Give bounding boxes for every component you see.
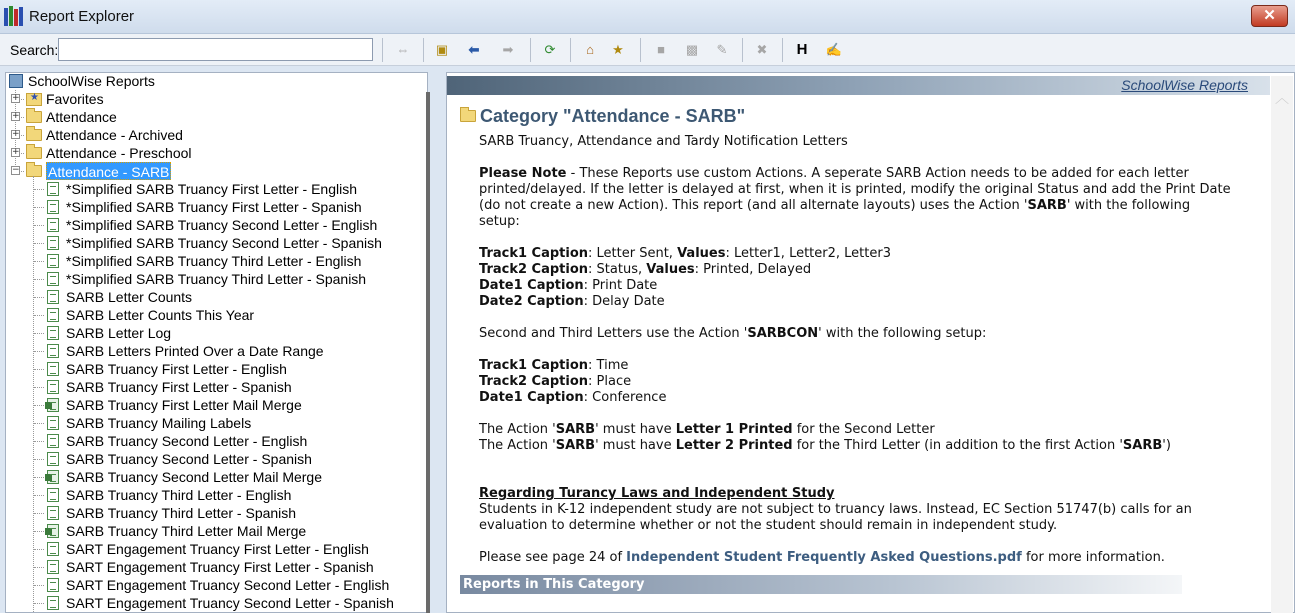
- report-document-icon: [47, 434, 59, 448]
- folder-icon: [26, 147, 42, 159]
- window-title: Report Explorer: [29, 8, 135, 25]
- tree-folder-attendance[interactable]: Attendance: [46, 109, 117, 125]
- tree-report-item[interactable]: SARB Truancy First Letter Mail Merge: [66, 397, 302, 413]
- forward-arrow-icon[interactable]: ➡: [502, 42, 514, 57]
- toolbar-separator: [423, 38, 424, 62]
- back-arrow-icon[interactable]: ⬅: [468, 42, 480, 57]
- report-document-icon: [47, 308, 59, 322]
- tree-guide-line: [34, 351, 44, 352]
- report-document-icon: [47, 416, 59, 430]
- tree-report-item[interactable]: SARB Truancy Third Letter - English: [66, 487, 292, 503]
- export-icon[interactable]: ✍: [825, 42, 843, 57]
- report-batch-icon[interactable]: ▩: [685, 42, 699, 57]
- favorites-folder-icon: [26, 93, 42, 106]
- report-document-icon: [47, 344, 59, 358]
- toolbar-separator: [570, 38, 571, 62]
- faq-pdf-link[interactable]: Independent Student Frequently Asked Questions.pdf: [626, 550, 1022, 565]
- tree-report-item[interactable]: SARB Letter Counts: [66, 289, 193, 305]
- report-document-icon: [47, 218, 59, 232]
- tree-report-item[interactable]: SARB Truancy Third Letter - Spanish: [66, 505, 297, 521]
- tree-guide-line: [34, 225, 44, 226]
- tree-guide-line: [34, 423, 44, 424]
- app-books-icon: [4, 6, 24, 26]
- tree-guide-line: [34, 567, 44, 568]
- tree-folder-favorites[interactable]: Favorites: [46, 91, 104, 107]
- tree-guide-line: [34, 405, 44, 406]
- action-rule-line: The Action 'SARB' must have Letter 2 Printed for the Third Letter (in addition to the first Action 'SARB'): [479, 438, 1171, 453]
- tree-guide-line: [34, 441, 44, 442]
- tree-guide-line: [34, 315, 44, 316]
- toolbar-separator: [530, 38, 531, 62]
- setup-line: Track2 Caption: Status, Values: Printed, Delayed: [479, 262, 812, 277]
- expand-icon[interactable]: +: [12, 147, 20, 157]
- tree-report-item[interactable]: SARB Truancy Second Letter Mail Merge: [66, 469, 323, 485]
- content-header: [447, 76, 1270, 95]
- report-edit-icon[interactable]: ✎: [716, 42, 728, 57]
- report-document-icon: [47, 200, 59, 214]
- folder-icon: [26, 165, 42, 177]
- tree-guide-line: [34, 495, 44, 496]
- tree-report-item[interactable]: SART Engagement Truancy First Letter - English: [66, 541, 369, 557]
- report-document-icon: [47, 578, 59, 592]
- sync-arrows-icon[interactable]: ⇔: [396, 42, 410, 57]
- report-icon[interactable]: ■: [657, 42, 665, 57]
- report-document-icon: [47, 272, 59, 286]
- report-document-icon: [47, 596, 59, 610]
- title-bar: [0, 0, 1295, 34]
- search-label: Search:: [10, 42, 59, 58]
- tree-report-item[interactable]: SART Engagement Truancy First Letter - Spanish: [66, 559, 374, 575]
- search-input[interactable]: [58, 38, 373, 61]
- tree-report-item[interactable]: *Simplified SARB Truancy Third Letter - English: [66, 253, 362, 269]
- tree-root[interactable]: SchoolWise Reports: [28, 73, 155, 89]
- tree-report-item[interactable]: SARB Letter Log: [66, 325, 172, 341]
- tree-guide-line: [34, 261, 44, 262]
- toolbar-separator: [782, 38, 783, 62]
- tree-report-item[interactable]: SARB Truancy Second Letter - Spanish: [66, 451, 312, 467]
- note-line: Please Note - These Reports use custom Actions. A seperate SARB Action needs to be added for each letter: [479, 166, 1189, 181]
- tree-guide-line: [34, 207, 44, 208]
- tree-guide-line: [34, 585, 44, 586]
- toolbar-separator: [742, 38, 743, 62]
- tree-guide-line: [34, 333, 44, 334]
- setup2-line: Date1 Caption: Conference: [479, 390, 667, 405]
- mail-merge-report-icon: [47, 524, 59, 538]
- tree-folder-attendance-preschool[interactable]: Attendance - Preschool: [46, 145, 192, 161]
- tree-guide-line: [34, 513, 44, 514]
- tree-guide-line: [34, 297, 44, 298]
- category-folder-icon: [460, 110, 476, 122]
- note-line: (do not create a new Action). This report (and all alternate layouts) uses the Action 'SARB' with the following: [479, 198, 1191, 213]
- report-document-icon: [47, 560, 59, 574]
- laws-heading: Regarding Turancy Laws and Independent Study: [479, 486, 835, 501]
- refresh-icon[interactable]: ⟳: [544, 42, 556, 57]
- reports-section-title: Reports in This Category: [463, 577, 645, 592]
- history-button[interactable]: H: [796, 41, 808, 58]
- report-document-icon: [47, 542, 59, 556]
- folder-up-icon[interactable]: ▣: [435, 42, 449, 57]
- expand-icon[interactable]: +: [12, 93, 20, 103]
- folder-icon: [26, 129, 42, 141]
- tree-guide-line: [34, 549, 44, 550]
- category-subtitle: SARB Truancy, Attendance and Tardy Notification Letters: [479, 134, 848, 149]
- tree-report-item[interactable]: SART Engagement Truancy Second Letter - Spanish: [66, 595, 394, 611]
- tree-guide-line: [34, 279, 44, 280]
- setup-line: Date2 Caption: Delay Date: [479, 294, 665, 309]
- setup2-line: Track2 Caption: Place: [479, 374, 632, 389]
- tree-folder-attendance-sarb[interactable]: Attendance - SARB: [48, 164, 170, 180]
- tree-report-item[interactable]: SARB Letters Printed Over a Date Range: [66, 343, 324, 359]
- report-document-icon: [47, 254, 59, 268]
- setup-line: Track1 Caption: Letter Sent, Values: Letter1, Letter2, Letter3: [479, 246, 891, 261]
- tree-scrollbar[interactable]: [426, 92, 430, 613]
- category-title: Category "Attendance - SARB": [480, 106, 746, 126]
- tree-guide-line: [34, 531, 44, 532]
- expand-icon[interactable]: +: [12, 129, 20, 139]
- tree-report-item[interactable]: *Simplified SARB Truancy Third Letter - Spanish: [66, 271, 367, 287]
- mail-merge-report-icon: [47, 470, 59, 484]
- tree-guide-line: [34, 189, 44, 190]
- note-line: printed/delayed. If the letter is delayed at first, when it is printed, modify the original Status and add the Print Date: [479, 182, 1231, 197]
- tree-guide-line: [34, 459, 44, 460]
- tree-report-item[interactable]: SARB Letter Counts This Year: [66, 307, 255, 323]
- report-document-icon: [47, 182, 59, 196]
- expand-icon[interactable]: +: [12, 111, 20, 121]
- favorites-folder-icon[interactable]: ★: [612, 42, 624, 57]
- delete-report-icon[interactable]: ✖: [756, 42, 768, 57]
- tree-report-item[interactable]: *Simplified SARB Truancy Second Letter - English: [66, 217, 378, 233]
- report-document-icon: [47, 236, 59, 250]
- folder-icon: [26, 111, 42, 123]
- reports-root-icon: [9, 74, 23, 88]
- tree-report-item[interactable]: SARB Truancy Second Letter - English: [66, 433, 308, 449]
- mail-merge-report-icon: [47, 398, 59, 412]
- schoolwise-reports-link[interactable]: SchoolWise Reports: [1121, 77, 1248, 93]
- second-third-line: Second and Third Letters use the Action 'SARBCON' with the following setup:: [479, 326, 987, 341]
- toolbar-separator: [640, 38, 641, 62]
- tree-report-item[interactable]: *Simplified SARB Truancy First Letter - Spanish: [66, 199, 362, 215]
- tree-report-item[interactable]: *Simplified SARB Truancy First Letter - English: [66, 181, 357, 197]
- tree-folder-attendance-archived[interactable]: Attendance - Archived: [46, 127, 183, 143]
- collapse-icon[interactable]: −: [12, 165, 20, 175]
- action-rule-line: The Action 'SARB' must have Letter 1 Printed for the Second Letter: [479, 422, 935, 437]
- tree-guide-line: [34, 387, 44, 388]
- tree-guide-line: [33, 176, 34, 613]
- tree-guide-line: [34, 477, 44, 478]
- report-document-icon: [47, 380, 59, 394]
- reports-section-header: [460, 575, 1182, 594]
- tree-report-item[interactable]: SARB Truancy Third Letter Mail Merge: [66, 523, 307, 539]
- content-scrollbar[interactable]: [1271, 76, 1293, 613]
- tree-report-item[interactable]: SARB Truancy First Letter - Spanish: [66, 379, 292, 395]
- tree-report-item[interactable]: SART Engagement Truancy Second Letter - English: [66, 577, 390, 593]
- tree-report-item[interactable]: SARB Truancy Mailing Labels: [66, 415, 252, 431]
- scroll-up-icon[interactable]: ︿: [1275, 90, 1289, 106]
- setup-line: Date1 Caption: Print Date: [479, 278, 658, 293]
- home-icon[interactable]: ⌂: [586, 42, 594, 57]
- toolbar-separator: [382, 38, 383, 62]
- report-document-icon: [47, 362, 59, 376]
- note-line: setup:: [479, 214, 520, 229]
- see-more-line: Please see page 24 of Independent Student Frequently Asked Questions.pdf for more information.: [479, 550, 1165, 565]
- tree-guide-line: [34, 243, 44, 244]
- report-document-icon: [47, 506, 59, 520]
- toolbar: [0, 34, 1295, 66]
- setup2-line: Track1 Caption: Time: [479, 358, 629, 373]
- report-document-icon: [47, 452, 59, 466]
- tree-report-item[interactable]: SARB Truancy First Letter - English: [66, 361, 287, 377]
- report-document-icon: [47, 290, 59, 304]
- tree-report-item[interactable]: *Simplified SARB Truancy Second Letter - Spanish: [66, 235, 382, 251]
- tree-guide-line: [34, 603, 44, 604]
- tree-guide-line: [34, 369, 44, 370]
- laws-text: evaluation to determine whether or not the student should remain in independent study.: [479, 518, 1058, 533]
- report-document-icon: [47, 488, 59, 502]
- close-button[interactable]: ✕: [1251, 5, 1288, 27]
- laws-text: Students in K-12 independent study are not subject to truancy laws. Instead, EC Section 51747(b) calls for an: [479, 502, 1192, 517]
- report-document-icon: [47, 326, 59, 340]
